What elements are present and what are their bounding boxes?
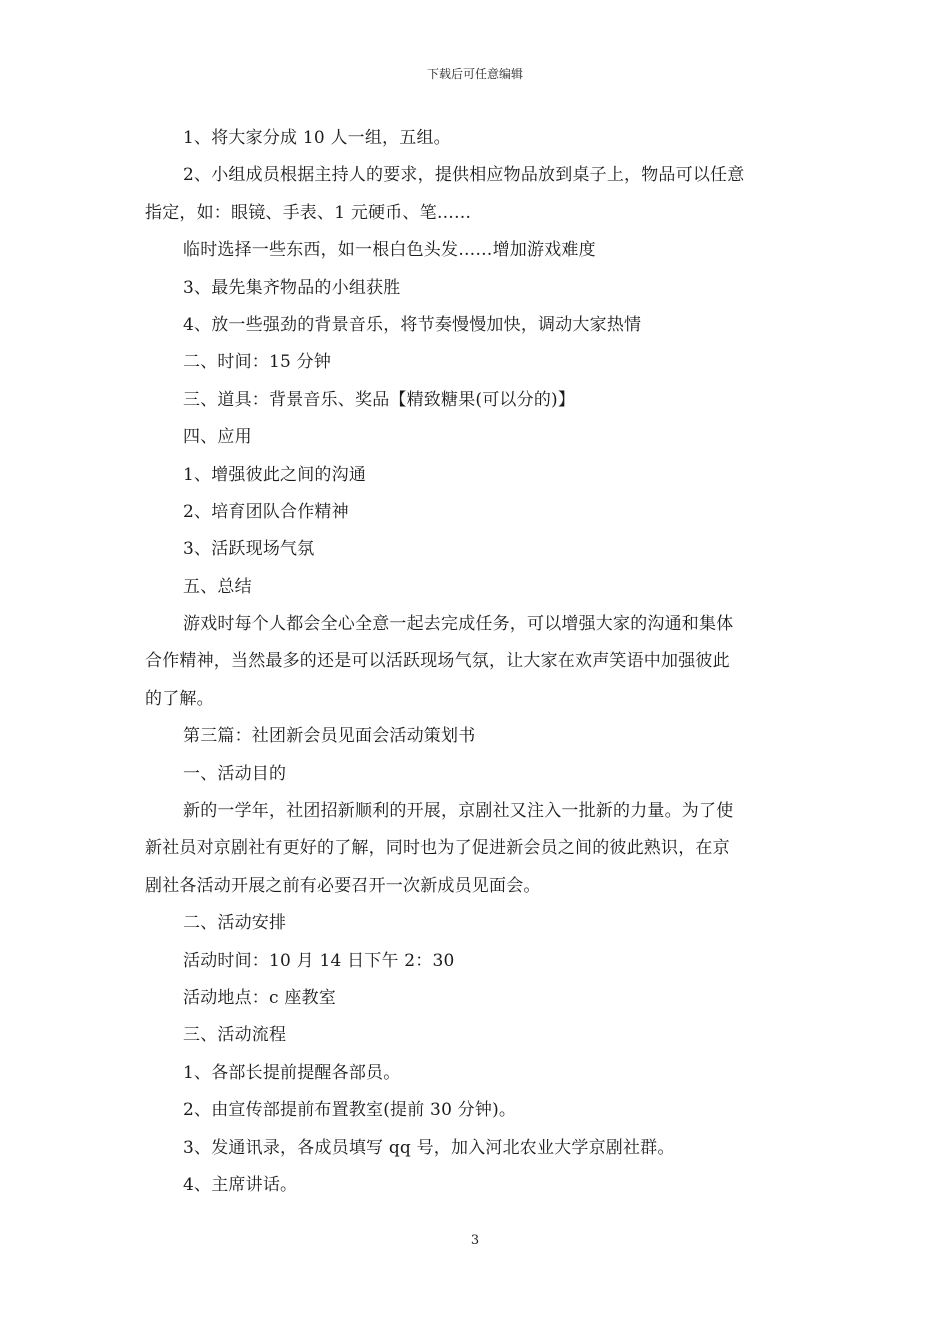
text-line: 游戏时每个人都会全心全意一起去完成任务，可以增强大家的沟通和集体: [183, 614, 734, 635]
text-line: 三、活动流程: [183, 1025, 287, 1046]
text-line: 4、主席讲话。: [183, 1174, 298, 1195]
text-line: 第三篇：社团新会员见面会活动策划书: [183, 726, 476, 747]
text-line: 活动地点：c 座教室: [183, 987, 336, 1008]
text-line: 指定，如：眼镜、手表、1 元硬币、笔……: [145, 202, 472, 223]
text-line: 4、放一些强劲的背景音乐，将节奏慢慢加快，调动大家热情: [183, 314, 642, 335]
text-line: 剧社各活动开展之前有必要召开一次新成员见面会。: [145, 875, 541, 896]
document-body: [145, 120, 807, 1204]
page-number: 3: [470, 1233, 480, 1248]
text-line: 二、时间：15 分钟: [183, 352, 332, 373]
text-line: 二、活动安排: [183, 913, 287, 934]
text-line: 新的一学年，社团招新顺利的开展，京剧社又注入一批新的力量。为了使: [183, 801, 734, 822]
text-line: 四、应用: [183, 427, 252, 448]
text-line: 三、道具：背景音乐、奖品【精致糖果(可以分的)】: [183, 389, 576, 410]
text-line: 一、活动目的: [183, 763, 287, 784]
text-line: 1、将大家分成 10 人一组，五组。: [183, 128, 451, 148]
text-line: 2、小组成员根据主持人的要求，提供相应物品放到桌子上，物品可以任意: [183, 165, 745, 186]
text-line: 五、总结: [183, 576, 252, 597]
page-header: 下载后可任意编辑: [426, 67, 523, 81]
text-line: 的了解。: [145, 688, 214, 709]
text-line: 2、培育团队合作精神: [183, 501, 349, 522]
text-line: 新社员对京剧社有更好的了解，同时也为了促进新会员之间的彼此熟识，在京: [145, 838, 730, 859]
text-line: 3、活跃现场气氛: [183, 539, 315, 560]
text-line: 1、各部长提前提醒各部员。: [183, 1062, 401, 1083]
text-line: 1、增强彼此之间的沟通: [183, 464, 367, 485]
text-line: 合作精神，当然最多的还是可以活跃现场气氛，让大家在欢声笑语中加强彼此: [145, 651, 730, 672]
text-line: 活动时间：10 月 14 日下午 2：30: [183, 950, 455, 971]
text-line: 临时选择一些东西，如一根白色头发……增加游戏难度: [183, 240, 596, 261]
text-line: 3、最先集齐物品的小组获胜: [183, 277, 401, 298]
text-line: 2、由宣传部提前布置教室(提前 30 分钟)。: [183, 1100, 517, 1121]
text-line: 3、发通讯录，各成员填写 qq 号，加入河北农业大学京剧社群。: [183, 1137, 675, 1158]
